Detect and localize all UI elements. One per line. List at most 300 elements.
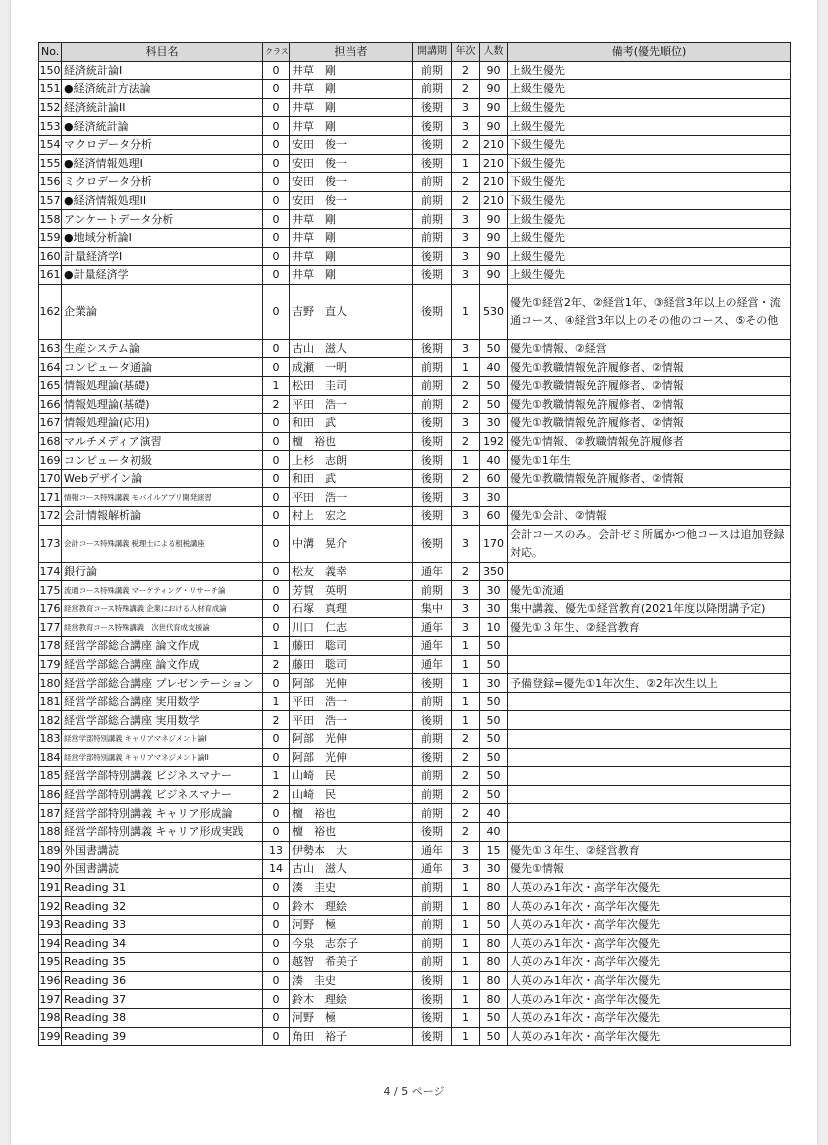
cell-notes: 優先①会計、②情報 bbox=[508, 507, 791, 526]
cell-no: 188 bbox=[39, 822, 62, 841]
cell-capacity: 50 bbox=[480, 1027, 508, 1046]
cell-subject: 経営学部総合講座 実用数学 bbox=[62, 692, 263, 711]
cell-class: 0 bbox=[263, 990, 290, 1009]
cell-subject: 経営教育コース特殊講義 次世代育成支援論 bbox=[62, 618, 263, 637]
cell-year: 1 bbox=[452, 953, 480, 972]
cell-term: 後期 bbox=[413, 971, 452, 990]
cell-no: 171 bbox=[39, 488, 62, 507]
table-row bbox=[39, 154, 791, 173]
cell-notes: 下級生優先 bbox=[508, 173, 791, 192]
table-row bbox=[39, 525, 791, 562]
cell-class: 0 bbox=[263, 915, 290, 934]
cell-no: 155 bbox=[39, 154, 62, 173]
cell-notes: 下級生優先 bbox=[508, 135, 791, 154]
table-row bbox=[39, 358, 791, 377]
cell-class: 0 bbox=[263, 339, 290, 358]
cell-year: 1 bbox=[452, 154, 480, 173]
cell-notes: 予備登録=優先①1年次生、②2年次生以上 bbox=[508, 674, 791, 693]
header-notes: 備考(優先順位) bbox=[508, 43, 791, 62]
cell-capacity: 90 bbox=[480, 98, 508, 117]
cell-no: 191 bbox=[39, 878, 62, 897]
cell-term: 後期 bbox=[413, 154, 452, 173]
cell-capacity: 192 bbox=[480, 432, 508, 451]
cell-no: 157 bbox=[39, 191, 62, 210]
cell-no: 169 bbox=[39, 451, 62, 470]
cell-teacher: 藤田 聡司 bbox=[290, 655, 413, 674]
cell-class: 2 bbox=[263, 785, 290, 804]
table-row bbox=[39, 61, 791, 80]
cell-notes: 上級生優先 bbox=[508, 247, 791, 266]
cell-term: 後期 bbox=[413, 451, 452, 470]
cell-term: 後期 bbox=[413, 117, 452, 136]
cell-teacher: 阿部 光伸 bbox=[290, 748, 413, 767]
cell-capacity: 90 bbox=[480, 247, 508, 266]
cell-teacher: 成瀬 一明 bbox=[290, 358, 413, 377]
cell-term: 通年 bbox=[413, 841, 452, 860]
cell-class: 13 bbox=[263, 841, 290, 860]
cell-subject: 生産システム論 bbox=[62, 339, 263, 358]
cell-class: 0 bbox=[263, 804, 290, 823]
cell-teacher: 井草 剛 bbox=[290, 266, 413, 285]
cell-year: 2 bbox=[452, 822, 480, 841]
cell-subject: Reading 33 bbox=[62, 915, 263, 934]
cell-subject: 経営学部特別講義 キャリア形成実践 bbox=[62, 822, 263, 841]
cell-teacher: 上杉 志朗 bbox=[290, 451, 413, 470]
cell-notes bbox=[508, 767, 791, 786]
cell-teacher: 松友 義幸 bbox=[290, 562, 413, 581]
cell-class: 0 bbox=[263, 154, 290, 173]
cell-teacher: 藤田 聡司 bbox=[290, 637, 413, 656]
cell-term: 通年 bbox=[413, 637, 452, 656]
cell-no: 154 bbox=[39, 135, 62, 154]
cell-notes: 人英のみ1年次・高学年次優先 bbox=[508, 915, 791, 934]
cell-class: 0 bbox=[263, 117, 290, 136]
cell-term: 通年 bbox=[413, 860, 452, 879]
cell-teacher: 中溝 晃介 bbox=[290, 525, 413, 562]
cell-year: 1 bbox=[452, 358, 480, 377]
cell-year: 3 bbox=[452, 507, 480, 526]
course-table bbox=[38, 42, 791, 1046]
cell-capacity: 50 bbox=[480, 339, 508, 358]
cell-no: 175 bbox=[39, 581, 62, 600]
cell-no: 152 bbox=[39, 98, 62, 117]
cell-no: 198 bbox=[39, 1008, 62, 1027]
cell-teacher: 芳賀 英明 bbox=[290, 581, 413, 600]
cell-year: 1 bbox=[452, 878, 480, 897]
cell-no: 182 bbox=[39, 711, 62, 730]
cell-no: 156 bbox=[39, 173, 62, 192]
cell-class: 0 bbox=[263, 971, 290, 990]
cell-teacher: 安田 俊一 bbox=[290, 154, 413, 173]
cell-year: 1 bbox=[452, 637, 480, 656]
cell-term: 前期 bbox=[413, 730, 452, 749]
cell-class: 0 bbox=[263, 173, 290, 192]
cell-subject: 情報処理論(基礎) bbox=[62, 395, 263, 414]
cell-year: 2 bbox=[452, 135, 480, 154]
cell-teacher: 檀 裕也 bbox=[290, 804, 413, 823]
cell-capacity: 90 bbox=[480, 61, 508, 80]
cell-subject: 経営教育コース特殊講義 企業における人材育成論 bbox=[62, 599, 263, 618]
cell-capacity: 15 bbox=[480, 841, 508, 860]
cell-year: 1 bbox=[452, 711, 480, 730]
cell-notes: 下級生優先 bbox=[508, 154, 791, 173]
cell-no: 150 bbox=[39, 61, 62, 80]
cell-year: 3 bbox=[452, 581, 480, 600]
cell-class: 0 bbox=[263, 1027, 290, 1046]
cell-teacher: 山崎 民 bbox=[290, 785, 413, 804]
cell-subject: 経営学部特別講義 キャリア形成論 bbox=[62, 804, 263, 823]
cell-class: 2 bbox=[263, 711, 290, 730]
cell-year: 3 bbox=[452, 339, 480, 358]
cell-no: 193 bbox=[39, 915, 62, 934]
cell-notes bbox=[508, 822, 791, 841]
cell-notes: 優先①1年生 bbox=[508, 451, 791, 470]
cell-no: 170 bbox=[39, 469, 62, 488]
cell-subject: マクロデータ分析 bbox=[62, 135, 263, 154]
cell-term: 後期 bbox=[413, 1008, 452, 1027]
cell-year: 2 bbox=[452, 173, 480, 192]
table-row bbox=[39, 339, 791, 358]
cell-subject: 情報コース特殊講義 モバイルアプリ開発演習 bbox=[62, 488, 263, 507]
cell-subject: 経営学部特別講義 ビジネスマナー bbox=[62, 767, 263, 786]
cell-teacher: 河野 極 bbox=[290, 915, 413, 934]
cell-no: 174 bbox=[39, 562, 62, 581]
cell-no: 186 bbox=[39, 785, 62, 804]
cell-capacity: 80 bbox=[480, 878, 508, 897]
cell-notes: 上級生優先 bbox=[508, 210, 791, 229]
cell-subject: ●計量経済学 bbox=[62, 266, 263, 285]
cell-year: 2 bbox=[452, 376, 480, 395]
table-row bbox=[39, 228, 791, 247]
cell-notes: 優先①３年生、②経営教育 bbox=[508, 618, 791, 637]
cell-teacher: 河野 極 bbox=[290, 1008, 413, 1027]
cell-notes bbox=[508, 562, 791, 581]
cell-notes: 人英のみ1年次・高学年次優先 bbox=[508, 897, 791, 916]
cell-year: 2 bbox=[452, 469, 480, 488]
cell-capacity: 50 bbox=[480, 767, 508, 786]
cell-capacity: 530 bbox=[480, 284, 508, 339]
cell-capacity: 80 bbox=[480, 897, 508, 916]
cell-teacher: 湊 圭史 bbox=[290, 878, 413, 897]
cell-no: 199 bbox=[39, 1027, 62, 1046]
cell-term: 後期 bbox=[413, 748, 452, 767]
cell-capacity: 10 bbox=[480, 618, 508, 637]
cell-notes: 優先①教職情報免許履修者、②情報 bbox=[508, 376, 791, 395]
table-row bbox=[39, 822, 791, 841]
cell-notes: 優先①３年生、②経営教育 bbox=[508, 841, 791, 860]
cell-no: 165 bbox=[39, 376, 62, 395]
cell-subject: 経営学部特別講義 ビジネスマナー bbox=[62, 785, 263, 804]
cell-notes: 人英のみ1年次・高学年次優先 bbox=[508, 953, 791, 972]
table-row bbox=[39, 98, 791, 117]
cell-capacity: 50 bbox=[480, 711, 508, 730]
table-row bbox=[39, 414, 791, 433]
cell-subject: Reading 31 bbox=[62, 878, 263, 897]
cell-year: 2 bbox=[452, 80, 480, 99]
cell-no: 195 bbox=[39, 953, 62, 972]
cell-class: 0 bbox=[263, 488, 290, 507]
cell-no: 172 bbox=[39, 507, 62, 526]
cell-subject: 経済統計論II bbox=[62, 98, 263, 117]
cell-class: 0 bbox=[263, 748, 290, 767]
cell-year: 2 bbox=[452, 562, 480, 581]
page-number: 4 / 5 ページ bbox=[383, 1085, 445, 1098]
cell-notes: 優先①流通 bbox=[508, 581, 791, 600]
cell-capacity: 50 bbox=[480, 730, 508, 749]
cell-subject: 経営学部総合講座 論文作成 bbox=[62, 637, 263, 656]
cell-year: 2 bbox=[452, 191, 480, 210]
table-row bbox=[39, 785, 791, 804]
cell-capacity: 30 bbox=[480, 674, 508, 693]
cell-term: 通年 bbox=[413, 562, 452, 581]
cell-capacity: 90 bbox=[480, 266, 508, 285]
cell-teacher: 井草 剛 bbox=[290, 228, 413, 247]
cell-year: 1 bbox=[452, 1008, 480, 1027]
table-row bbox=[39, 730, 791, 749]
cell-subject: 経営学部総合講座 論文作成 bbox=[62, 655, 263, 674]
cell-teacher: 井草 剛 bbox=[290, 80, 413, 99]
table-row bbox=[39, 748, 791, 767]
cell-year: 2 bbox=[452, 748, 480, 767]
cell-capacity: 30 bbox=[480, 581, 508, 600]
cell-term: 後期 bbox=[413, 674, 452, 693]
cell-no: 167 bbox=[39, 414, 62, 433]
cell-teacher: 古山 滋人 bbox=[290, 860, 413, 879]
cell-no: 187 bbox=[39, 804, 62, 823]
header-subject: 科目名 bbox=[62, 43, 263, 62]
cell-no: 194 bbox=[39, 934, 62, 953]
cell-no: 181 bbox=[39, 692, 62, 711]
cell-notes: 上級生優先 bbox=[508, 117, 791, 136]
cell-capacity: 40 bbox=[480, 358, 508, 377]
table-body bbox=[39, 61, 791, 1046]
cell-notes: 人英のみ1年次・高学年次優先 bbox=[508, 878, 791, 897]
cell-teacher: 井草 剛 bbox=[290, 247, 413, 266]
cell-term: 前期 bbox=[413, 376, 452, 395]
cell-term: 後期 bbox=[413, 488, 452, 507]
cell-capacity: 50 bbox=[480, 785, 508, 804]
cell-teacher: 松田 圭司 bbox=[290, 376, 413, 395]
cell-teacher: 村上 宏之 bbox=[290, 507, 413, 526]
cell-capacity: 90 bbox=[480, 80, 508, 99]
cell-capacity: 90 bbox=[480, 117, 508, 136]
table-row bbox=[39, 451, 791, 470]
cell-subject: ●経済情報処理I bbox=[62, 154, 263, 173]
cell-class: 0 bbox=[263, 210, 290, 229]
table-row bbox=[39, 990, 791, 1009]
document-page bbox=[11, 0, 817, 1145]
cell-teacher: 鈴木 理絵 bbox=[290, 990, 413, 1009]
cell-subject: 会計情報解析論 bbox=[62, 507, 263, 526]
cell-class: 0 bbox=[263, 98, 290, 117]
cell-class: 0 bbox=[263, 953, 290, 972]
cell-no: 197 bbox=[39, 990, 62, 1009]
cell-year: 1 bbox=[452, 692, 480, 711]
cell-class: 14 bbox=[263, 860, 290, 879]
cell-class: 1 bbox=[263, 692, 290, 711]
cell-year: 2 bbox=[452, 61, 480, 80]
cell-teacher: 古山 滋人 bbox=[290, 339, 413, 358]
header-teacher: 担当者 bbox=[290, 43, 413, 62]
cell-capacity: 80 bbox=[480, 990, 508, 1009]
table-row bbox=[39, 80, 791, 99]
cell-teacher: 井草 剛 bbox=[290, 98, 413, 117]
cell-class: 1 bbox=[263, 637, 290, 656]
cell-class: 2 bbox=[263, 655, 290, 674]
cell-subject: 経済統計論I bbox=[62, 61, 263, 80]
cell-teacher: 平田 浩一 bbox=[290, 488, 413, 507]
cell-class: 2 bbox=[263, 395, 290, 414]
cell-class: 0 bbox=[263, 135, 290, 154]
cell-term: 前期 bbox=[413, 878, 452, 897]
cell-term: 後期 bbox=[413, 284, 452, 339]
cell-capacity: 50 bbox=[480, 655, 508, 674]
table-row bbox=[39, 507, 791, 526]
table-row bbox=[39, 637, 791, 656]
cell-year: 1 bbox=[452, 1027, 480, 1046]
cell-class: 0 bbox=[263, 432, 290, 451]
table-row bbox=[39, 376, 791, 395]
cell-capacity: 50 bbox=[480, 915, 508, 934]
cell-subject: 企業論 bbox=[62, 284, 263, 339]
cell-term: 後期 bbox=[413, 247, 452, 266]
header-no: No. bbox=[39, 43, 62, 62]
table-row bbox=[39, 488, 791, 507]
cell-subject: Webデザイン論 bbox=[62, 469, 263, 488]
cell-teacher: 安田 俊一 bbox=[290, 173, 413, 192]
cell-subject: マルチメディア演習 bbox=[62, 432, 263, 451]
cell-class: 0 bbox=[263, 878, 290, 897]
cell-term: 前期 bbox=[413, 581, 452, 600]
cell-no: 158 bbox=[39, 210, 62, 229]
cell-no: 179 bbox=[39, 655, 62, 674]
cell-notes: 人英のみ1年次・高学年次優先 bbox=[508, 1008, 791, 1027]
cell-no: 185 bbox=[39, 767, 62, 786]
cell-year: 2 bbox=[452, 730, 480, 749]
cell-teacher: 今泉 志奈子 bbox=[290, 934, 413, 953]
cell-term: 後期 bbox=[413, 266, 452, 285]
cell-capacity: 30 bbox=[480, 860, 508, 879]
cell-subject: Reading 32 bbox=[62, 897, 263, 916]
cell-term: 後期 bbox=[413, 822, 452, 841]
cell-teacher: 平田 浩一 bbox=[290, 711, 413, 730]
cell-year: 3 bbox=[452, 488, 480, 507]
table-row bbox=[39, 247, 791, 266]
cell-class: 0 bbox=[263, 674, 290, 693]
cell-no: 151 bbox=[39, 80, 62, 99]
cell-notes bbox=[508, 637, 791, 656]
cell-teacher: 阿部 光伸 bbox=[290, 730, 413, 749]
cell-subject: Reading 35 bbox=[62, 953, 263, 972]
cell-class: 0 bbox=[263, 525, 290, 562]
cell-term: 前期 bbox=[413, 228, 452, 247]
cell-subject: 会計コース特殊講義 税理士による租税講座 bbox=[62, 525, 263, 562]
cell-notes bbox=[508, 804, 791, 823]
cell-subject: コンピュータ初級 bbox=[62, 451, 263, 470]
table-row bbox=[39, 934, 791, 953]
cell-term: 前期 bbox=[413, 173, 452, 192]
cell-teacher: 伊勢本 大 bbox=[290, 841, 413, 860]
cell-term: 前期 bbox=[413, 897, 452, 916]
cell-capacity: 50 bbox=[480, 376, 508, 395]
cell-term: 前期 bbox=[413, 191, 452, 210]
cell-no: 153 bbox=[39, 117, 62, 136]
cell-notes: 上級生優先 bbox=[508, 228, 791, 247]
table-row bbox=[39, 117, 791, 136]
cell-term: 通年 bbox=[413, 618, 452, 637]
cell-notes bbox=[508, 692, 791, 711]
cell-capacity: 210 bbox=[480, 173, 508, 192]
cell-class: 0 bbox=[263, 822, 290, 841]
cell-no: 196 bbox=[39, 971, 62, 990]
table-row bbox=[39, 191, 791, 210]
cell-subject: ●経済統計論 bbox=[62, 117, 263, 136]
table-row bbox=[39, 971, 791, 990]
cell-notes: 優先①教職情報免許履修者、②情報 bbox=[508, 358, 791, 377]
cell-term: 後期 bbox=[413, 414, 452, 433]
cell-subject: 銀行論 bbox=[62, 562, 263, 581]
table-row bbox=[39, 674, 791, 693]
cell-notes bbox=[508, 488, 791, 507]
table-row bbox=[39, 655, 791, 674]
cell-no: 176 bbox=[39, 599, 62, 618]
cell-capacity: 350 bbox=[480, 562, 508, 581]
cell-no: 177 bbox=[39, 618, 62, 637]
cell-capacity: 40 bbox=[480, 822, 508, 841]
cell-subject: ●経済情報処理II bbox=[62, 191, 263, 210]
table-row bbox=[39, 210, 791, 229]
cell-subject: Reading 38 bbox=[62, 1008, 263, 1027]
cell-term: 後期 bbox=[413, 711, 452, 730]
cell-teacher: 檀 裕也 bbox=[290, 432, 413, 451]
cell-term: 前期 bbox=[413, 785, 452, 804]
table-row bbox=[39, 841, 791, 860]
cell-subject: 経営学部総合講座 実用数学 bbox=[62, 711, 263, 730]
cell-no: 166 bbox=[39, 395, 62, 414]
cell-teacher: 鈴木 理絵 bbox=[290, 897, 413, 916]
cell-teacher: 平田 浩一 bbox=[290, 395, 413, 414]
cell-notes: 上級生優先 bbox=[508, 80, 791, 99]
cell-subject: 情報処理論(基礎) bbox=[62, 376, 263, 395]
table-row bbox=[39, 878, 791, 897]
cell-notes: 上級生優先 bbox=[508, 98, 791, 117]
cell-subject: 経営学部特別講義 キャリアマネジメント論II bbox=[62, 748, 263, 767]
cell-notes: 優先①教職情報免許履修者、②情報 bbox=[508, 395, 791, 414]
header-class: クラス bbox=[263, 43, 290, 62]
cell-capacity: 90 bbox=[480, 210, 508, 229]
cell-class: 0 bbox=[263, 934, 290, 953]
cell-class: 0 bbox=[263, 562, 290, 581]
cell-term: 前期 bbox=[413, 210, 452, 229]
table-row bbox=[39, 581, 791, 600]
cell-notes: 人英のみ1年次・高学年次優先 bbox=[508, 1027, 791, 1046]
cell-teacher: 安田 俊一 bbox=[290, 135, 413, 154]
cell-notes: 優先①情報、②教職情報免許履修者 bbox=[508, 432, 791, 451]
header-term: 開講期 bbox=[413, 43, 452, 62]
cell-no: 178 bbox=[39, 637, 62, 656]
cell-teacher: 安田 俊一 bbox=[290, 191, 413, 210]
cell-year: 1 bbox=[452, 655, 480, 674]
cell-subject: 外国書講読 bbox=[62, 860, 263, 879]
cell-year: 3 bbox=[452, 228, 480, 247]
cell-no: 183 bbox=[39, 730, 62, 749]
cell-term: 前期 bbox=[413, 395, 452, 414]
table-row bbox=[39, 469, 791, 488]
table-row bbox=[39, 915, 791, 934]
cell-term: 前期 bbox=[413, 692, 452, 711]
cell-subject: ●地域分析論I bbox=[62, 228, 263, 247]
table-row bbox=[39, 953, 791, 972]
